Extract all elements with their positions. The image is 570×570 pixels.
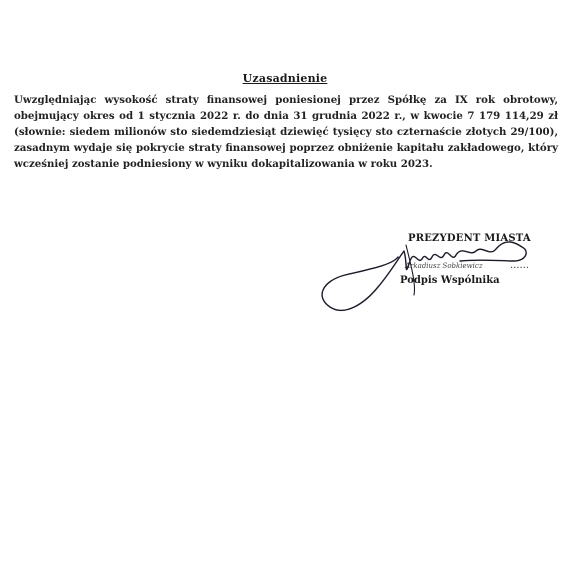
- signature-caption: Podpis Wspólnika: [400, 275, 500, 286]
- paragraph-line-2: obejmujący okres od 1 stycznia 2022 r. do dnia 31 grudnia 2022 r., w kwocie 7 179 114,29 zł: [14, 110, 558, 122]
- paragraph-line-5: wcześniej zostanie podniesiony w wyniku dokapitalizowania w roku 2023.: [14, 158, 433, 170]
- signature-dots: ......: [510, 260, 530, 271]
- paragraph-line-4: zasadnym wydaje się pokrycie straty finansowej poprzez obniżenie kapitału zakładowego, który: [14, 142, 558, 154]
- signatory-title: PREZYDENT MIASTA: [408, 233, 531, 244]
- paragraph-line-3: (słownie: siedem milionów sto siedemdziesiąt dziewięć tysięcy sto czternaście złotych 29/100),: [14, 126, 558, 138]
- document-heading: Uzasadnienie: [242, 72, 328, 85]
- justification-paragraph: [14, 92, 558, 172]
- paragraph-line-1: Uwzględniając wysokość straty finansowej poniesionej przez Spółkę za IX rok obrotowy,: [14, 94, 558, 106]
- signatory-name: Arkadiusz Sobkiewicz: [405, 262, 483, 270]
- handwritten-signature: [300, 225, 560, 325]
- signature-block: [300, 225, 560, 325]
